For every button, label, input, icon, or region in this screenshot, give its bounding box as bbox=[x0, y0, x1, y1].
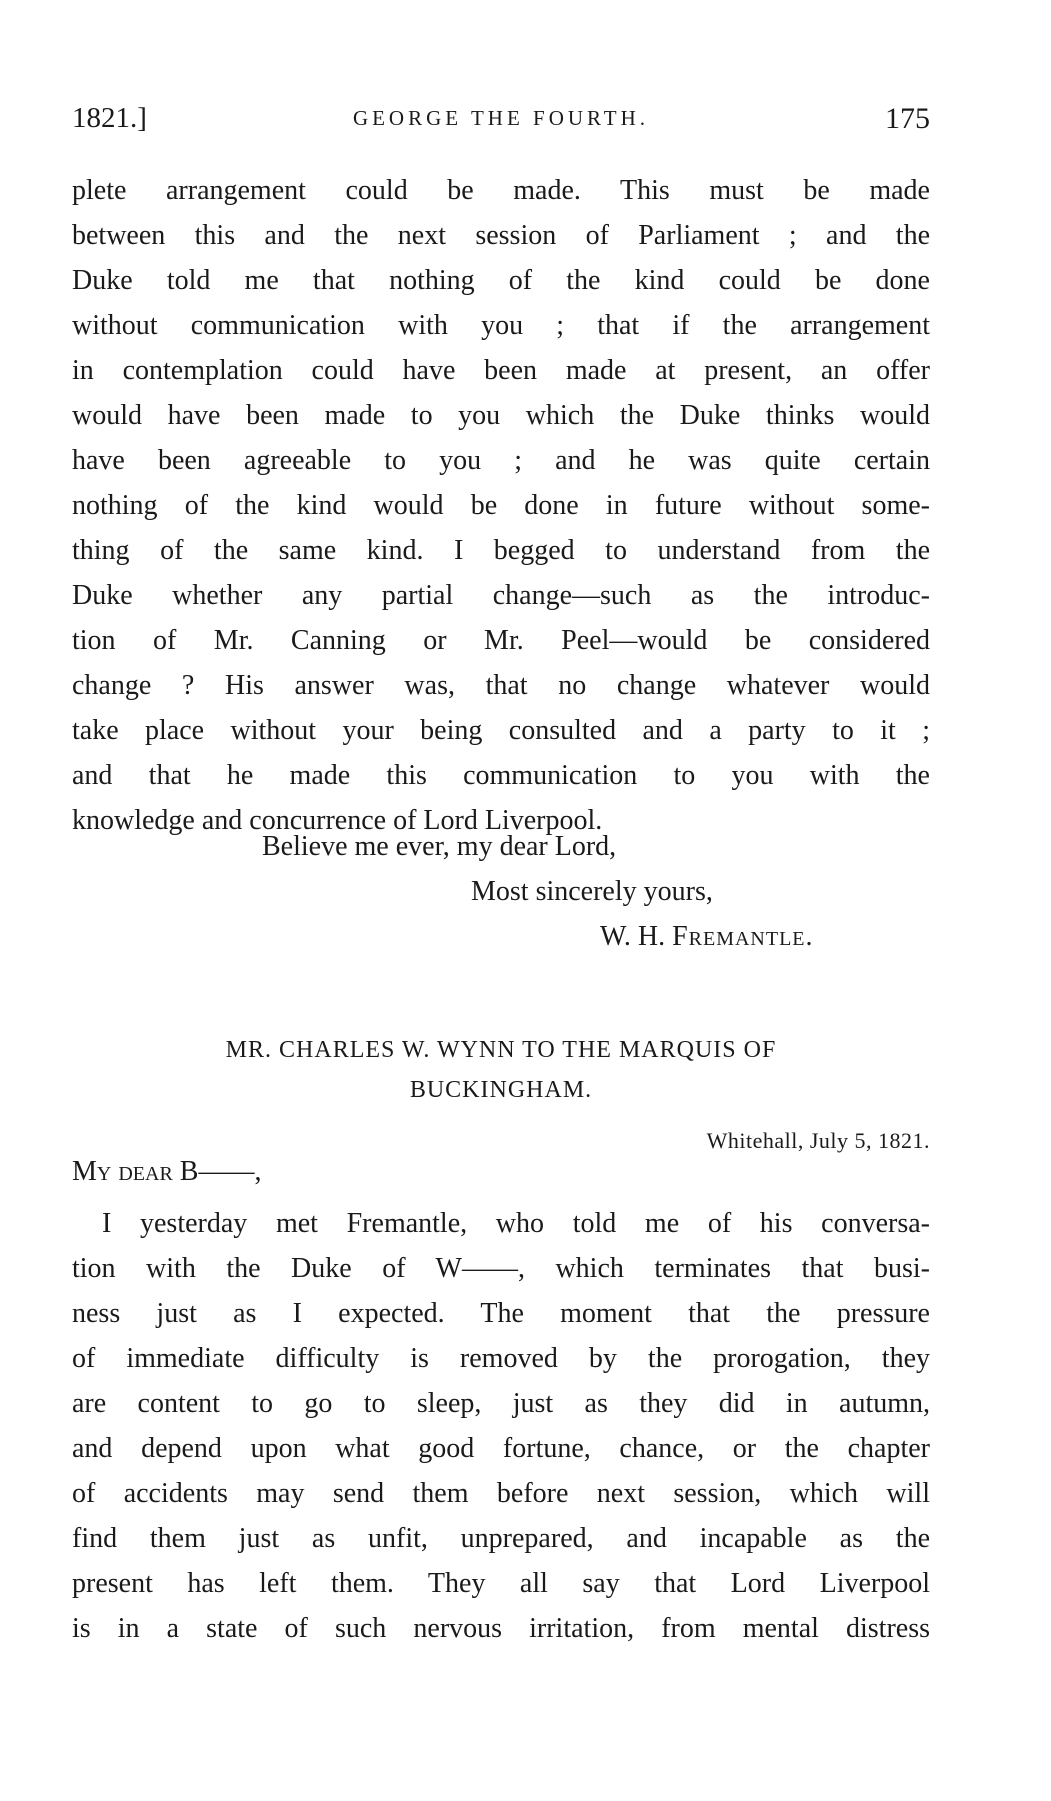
salutation-addressee: B——, bbox=[172, 1156, 262, 1187]
text-line: is in a state of such nervous irritation, from mental distress bbox=[72, 1613, 930, 1644]
text-line: plete arrangement could be made. This must be made bbox=[72, 175, 930, 206]
signature-surname: Fremantle. bbox=[672, 921, 814, 952]
salutation bbox=[72, 1156, 261, 1188]
valediction: Believe me ever, my dear Lord, bbox=[262, 831, 617, 862]
text-line: of immediate difficulty is removed by the prorogation, they bbox=[72, 1343, 930, 1374]
text-line: Duke whether any partial change—such as the introduc- bbox=[72, 580, 930, 611]
page-header bbox=[72, 102, 930, 142]
running-title: GEORGE THE FOURTH. bbox=[352, 106, 650, 130]
text-line: in contemplation could have been made at present, an offer bbox=[72, 355, 930, 386]
text-line: would have been made to you which the Duke thinks would bbox=[72, 400, 930, 431]
text-line: I yesterday met Fremantle, who told me of his conversa- bbox=[102, 1208, 930, 1239]
letter-body bbox=[72, 1201, 930, 1651]
heading-line: MR. CHARLES W. WYNN TO THE MARQUIS OF bbox=[225, 1037, 777, 1063]
text-line: change ? His answer was, that no change whatever would bbox=[72, 670, 930, 701]
text-line: take place without your being consulted and a party to it ; bbox=[72, 715, 930, 746]
signature-initials: W. H. bbox=[600, 921, 666, 952]
salutation-opening: My dear bbox=[72, 1156, 173, 1187]
letter-heading bbox=[72, 1030, 930, 1110]
heading-line: BUCKINGHAM. bbox=[409, 1077, 593, 1103]
text-line: have been agreeable to you ; and he was quite certain bbox=[72, 445, 930, 476]
letter-body-continued bbox=[72, 168, 930, 843]
text-line: knowledge and concurrence of Lord Liverpool. bbox=[72, 805, 603, 836]
header-year: 1821.] bbox=[72, 102, 147, 134]
text-line: Duke told me that nothing of the kind could be done bbox=[72, 265, 930, 296]
text-line: tion with the Duke of W——, which terminates that busi- bbox=[72, 1253, 930, 1284]
text-line: and that he made this communication to you with the bbox=[72, 760, 930, 791]
text-line: between this and the next session of Parliament ; and the bbox=[72, 220, 930, 251]
text-line: of accidents may send them before next session, which will bbox=[72, 1478, 930, 1509]
text-line: ness just as I expected. The moment that the pressure bbox=[72, 1298, 930, 1329]
text-line: without communication with you ; that if the arrangement bbox=[72, 310, 930, 341]
text-line: tion of Mr. Canning or Mr. Peel—would be considered bbox=[72, 625, 930, 656]
complimentary-close: Most sincerely yours, bbox=[471, 876, 713, 907]
text-line: and depend upon what good fortune, chance, or the chapter bbox=[72, 1433, 930, 1464]
signature bbox=[600, 921, 814, 953]
text-line: are content to go to sleep, just as they did in autumn, bbox=[72, 1388, 930, 1419]
text-line: nothing of the kind would be done in future without some- bbox=[72, 490, 930, 521]
text-line: find them just as unfit, unprepared, and incapable as the bbox=[72, 1523, 930, 1554]
text-line: present has left them. They all say that Lord Liverpool bbox=[72, 1568, 930, 1599]
page-number: 175 bbox=[885, 102, 930, 135]
dateline: Whitehall, July 5, 1821. bbox=[706, 1128, 930, 1153]
text-line: thing of the same kind. I begged to understand from the bbox=[72, 535, 930, 566]
